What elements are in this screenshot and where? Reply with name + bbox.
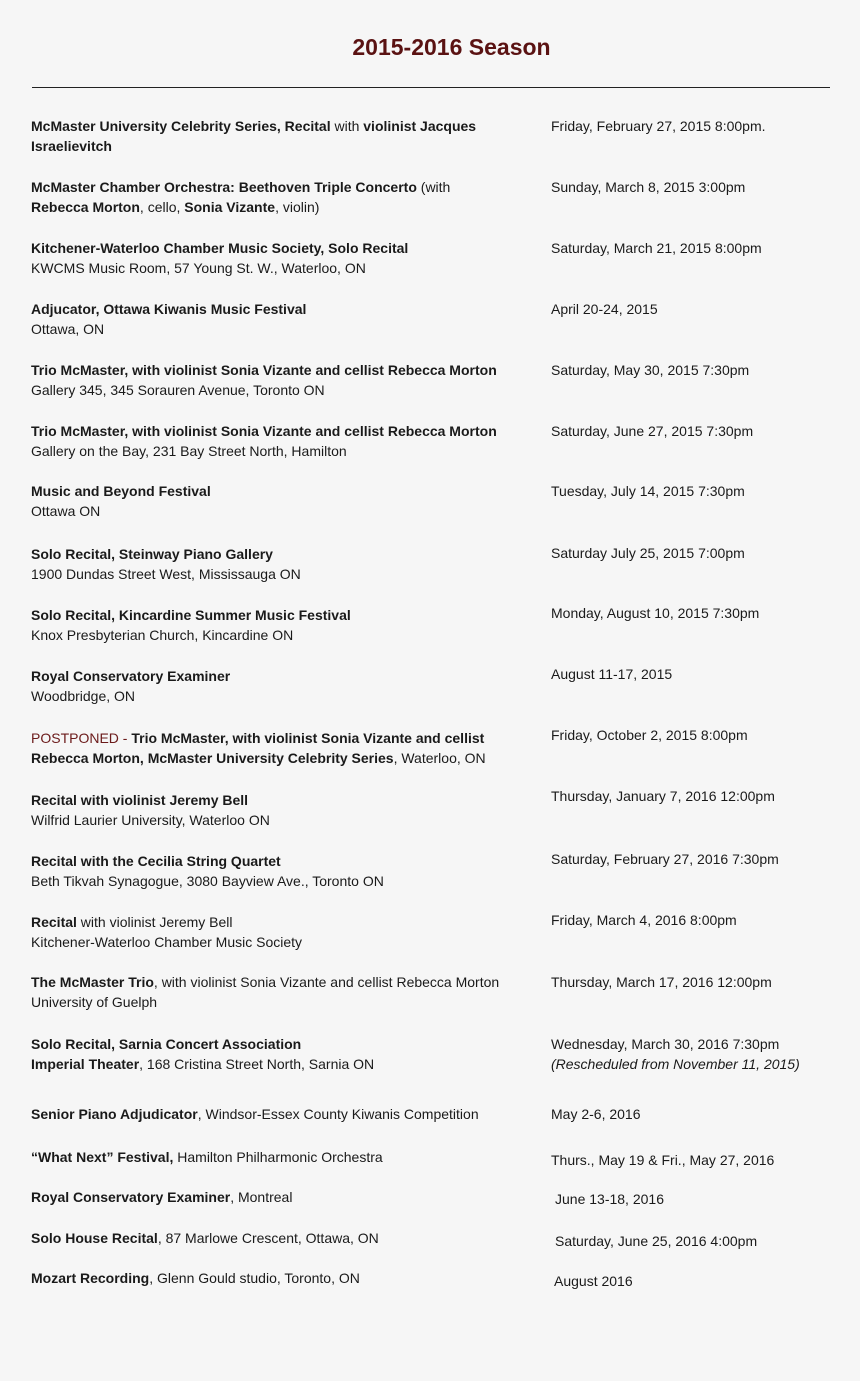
event-text: Ottawa ON	[31, 503, 101, 519]
event-line1	[31, 728, 531, 748]
event-line1	[31, 481, 531, 501]
event-line1	[31, 360, 531, 380]
event-line2	[31, 1054, 531, 1074]
event-bold-text: McMaster Chamber Orchestra: Beethoven Triple Concerto	[31, 179, 417, 195]
event-datetime	[551, 481, 851, 501]
event-description	[31, 790, 531, 830]
event-datetime	[551, 116, 851, 136]
event-text: , Waterloo, ON	[393, 750, 486, 766]
event-datetime	[551, 543, 851, 563]
event-text: Gallery 345, 345 Sorauren Avenue, Toronto ON	[31, 382, 325, 398]
event-datetime	[551, 725, 851, 745]
event-description	[31, 1268, 531, 1288]
event-date: Saturday, February 27, 2016 7:30pm	[551, 851, 779, 867]
event-bold-text: Adjucator, Ottawa Kiwanis Music Festival	[31, 301, 307, 317]
event-text: Ottawa, ON	[31, 321, 105, 337]
event-datetime	[551, 786, 851, 806]
event-description	[31, 1034, 531, 1074]
event-text: 1900 Dundas Street West, Mississauga ON	[31, 566, 301, 582]
event-line1	[31, 238, 531, 258]
event-bold-text: Kitchener-Waterloo Chamber Music Society, Solo Recital	[31, 240, 409, 256]
event-description	[31, 299, 531, 339]
event-line1	[31, 605, 531, 625]
event-datetime	[551, 1034, 851, 1074]
event-datetime	[551, 421, 851, 441]
event-bold-text: McMaster University Celebrity Series, Recital	[31, 118, 331, 134]
event-line2	[31, 686, 531, 706]
event-text: , 168 Cristina Street North, Sarnia ON	[139, 1056, 375, 1072]
event-bold-text: Royal Conservatory Examiner	[31, 1189, 231, 1205]
event-line1	[31, 1034, 531, 1054]
event-bold-text: Royal Conservatory Examiner	[31, 668, 231, 684]
event-text: , Montreal	[230, 1189, 293, 1205]
postponed-label: POSTPONED -	[31, 730, 132, 746]
event-line1	[31, 666, 531, 686]
event-date: Saturday July 25, 2015 7:00pm	[551, 545, 745, 561]
event-date-note: (Rescheduled from November 11, 2015)	[551, 1056, 800, 1072]
event-text: Hamilton Philharmonic Orchestra	[173, 1149, 383, 1165]
event-description	[31, 972, 531, 1012]
event-text: Gallery on the Bay, 231 Bay Street North, Hamilton	[31, 443, 347, 459]
event-description	[31, 912, 531, 952]
event-datetime	[551, 664, 851, 684]
event-line2	[31, 197, 531, 217]
event-datetime	[555, 1189, 855, 1209]
event-line2	[31, 258, 531, 278]
event-text: Knox Presbyterian Church, Kincardine ON	[31, 627, 294, 643]
event-description	[31, 666, 531, 706]
event-description	[31, 544, 531, 584]
event-text: (with	[416, 179, 451, 195]
event-datetime	[551, 910, 851, 930]
event-date: August 11-17, 2015	[551, 666, 673, 682]
event-line1	[31, 972, 531, 992]
event-date: Saturday, May 30, 2015 7:30pm	[551, 362, 750, 378]
event-date: Friday, October 2, 2015 8:00pm	[551, 727, 748, 743]
event-text: , with violinist Sonia Vizante and cellist Rebecca Morton	[153, 974, 500, 990]
event-text: Wilfrid Laurier University, Waterloo ON	[31, 812, 270, 828]
event-line1	[31, 912, 531, 932]
event-description	[31, 116, 531, 156]
event-text: Kitchener-Waterloo Chamber Music Society	[31, 934, 303, 950]
event-bold-text: Recital with violinist Jeremy Bell	[31, 792, 249, 808]
event-description	[31, 1147, 531, 1167]
event-description	[31, 360, 531, 400]
event-text: University of Guelph	[31, 994, 158, 1010]
event-text: Woodbridge, ON	[31, 688, 136, 704]
event-line1	[31, 1187, 531, 1207]
event-text: , Glenn Gould studio, Toronto, ON	[149, 1270, 360, 1286]
event-description	[31, 728, 531, 768]
event-description	[31, 605, 531, 645]
event-line2	[31, 441, 531, 461]
event-line2	[31, 932, 531, 952]
event-line2	[31, 319, 531, 339]
event-datetime	[555, 1231, 855, 1251]
event-datetime	[551, 360, 851, 380]
event-line1	[31, 421, 531, 441]
event-date: Thursday, January 7, 2016 12:00pm	[551, 788, 775, 804]
event-line2	[31, 501, 531, 521]
event-date: Wednesday, March 30, 2016 7:30pm	[551, 1036, 780, 1052]
event-bold-text: Imperial Theater	[31, 1056, 140, 1072]
event-description	[31, 1228, 531, 1248]
event-text: , Windsor-Essex County Kiwanis Competition	[197, 1106, 479, 1122]
event-datetime	[551, 238, 851, 258]
event-datetime	[551, 849, 851, 869]
event-bold-text: Music and Beyond Festival	[31, 483, 211, 499]
event-datetime	[551, 972, 851, 992]
event-bold-text: Rebecca Morton, McMaster University Celebrity Series	[31, 750, 394, 766]
event-bold-text: Trio McMaster, with violinist Sonia Vizante and cellist Rebecca Morton	[31, 362, 497, 378]
event-bold-text: Rebecca Morton	[31, 199, 140, 215]
event-description	[31, 1104, 531, 1124]
event-bold-text: Solo Recital, Sarnia Concert Association	[31, 1036, 302, 1052]
event-date: Saturday, March 21, 2015 8:00pm	[551, 240, 762, 256]
event-datetime	[551, 1150, 851, 1170]
event-bold-text: Trio McMaster, with violinist Sonia Vizante and cellist	[131, 730, 485, 746]
event-description	[31, 238, 531, 278]
event-bold-text: Solo Recital, Kincardine Summer Music Festival	[31, 607, 351, 623]
event-line2	[31, 625, 531, 645]
title-divider	[32, 87, 830, 88]
event-date: August 2016	[554, 1273, 633, 1289]
event-text: , violin)	[275, 199, 320, 215]
event-line2	[31, 992, 531, 1012]
event-bold-text: The McMaster Trio	[31, 974, 154, 990]
event-bold-text: violinist Jacques Israelievitch	[31, 118, 477, 154]
event-date: April 20-24, 2015	[551, 301, 658, 317]
event-text: with	[330, 118, 364, 134]
event-line2	[31, 810, 531, 830]
event-date: Tuesday, July 14, 2015 7:30pm	[551, 483, 745, 499]
event-line2	[31, 564, 531, 584]
event-line1	[31, 299, 531, 319]
event-text: , 87 Marlowe Crescent, Ottawa, ON	[157, 1230, 379, 1246]
event-bold-text: Sonia Vizante	[184, 199, 276, 215]
event-bold-text: Recital with the Cecilia String Quartet	[31, 853, 281, 869]
event-date: Sunday, March 8, 2015 3:00pm	[551, 179, 746, 195]
event-date: Friday, March 4, 2016 8:00pm	[551, 912, 737, 928]
event-description	[31, 421, 531, 461]
event-date: Saturday, June 25, 2016 4:00pm	[555, 1233, 758, 1249]
page-title: 2015-2016 Season	[352, 34, 551, 60]
event-line1	[31, 1228, 531, 1248]
event-date: Friday, February 27, 2015 8:00pm.	[551, 118, 766, 134]
event-text: KWCMS Music Room, 57 Young St. W., Waterloo, ON	[31, 260, 366, 276]
event-bold-text: Solo House Recital	[31, 1230, 158, 1246]
event-bold-text: “What Next” Festival,	[31, 1149, 174, 1165]
event-line1	[31, 1104, 531, 1124]
event-date: May 2-6, 2016	[551, 1106, 641, 1122]
event-line2	[31, 380, 531, 400]
event-bold-text: Trio McMaster, with violinist Sonia Vizante and cellist Rebecca Morton	[31, 423, 497, 439]
event-line1	[31, 851, 531, 871]
event-date: Thursday, March 17, 2016 12:00pm	[551, 974, 772, 990]
event-date: Saturday, June 27, 2015 7:30pm	[551, 423, 754, 439]
event-line2	[31, 871, 531, 891]
event-datetime	[551, 299, 851, 319]
event-description	[31, 1187, 531, 1207]
event-text: Beth Tikvah Synagogue, 3080 Bayview Ave., Toronto ON	[31, 873, 384, 889]
event-description	[31, 851, 531, 891]
event-line1	[31, 544, 531, 564]
event-text: with violinist Jeremy Bell	[76, 914, 233, 930]
event-datetime	[554, 1271, 854, 1291]
event-datetime	[551, 1104, 851, 1124]
event-date: Thurs., May 19 & Fri., May 27, 2016	[551, 1152, 775, 1168]
event-line1	[31, 116, 531, 156]
event-line1	[31, 1268, 531, 1288]
event-description	[31, 177, 531, 217]
event-bold-text: Solo Recital, Steinway Piano Gallery	[31, 546, 273, 562]
event-bold-text: Senior Piano Adjudicator	[31, 1106, 198, 1122]
event-line1	[31, 177, 531, 197]
event-date: June 13-18, 2016	[555, 1191, 664, 1207]
event-line2	[31, 748, 531, 768]
event-bold-text: Mozart Recording	[31, 1270, 150, 1286]
event-date: Monday, August 10, 2015 7:30pm	[551, 605, 760, 621]
event-bold-text: Recital	[31, 914, 77, 930]
event-datetime	[551, 177, 851, 197]
event-line1	[31, 790, 531, 810]
event-line1	[31, 1147, 531, 1167]
event-text: , cello,	[139, 199, 185, 215]
event-datetime	[551, 603, 851, 623]
event-description	[31, 481, 531, 521]
